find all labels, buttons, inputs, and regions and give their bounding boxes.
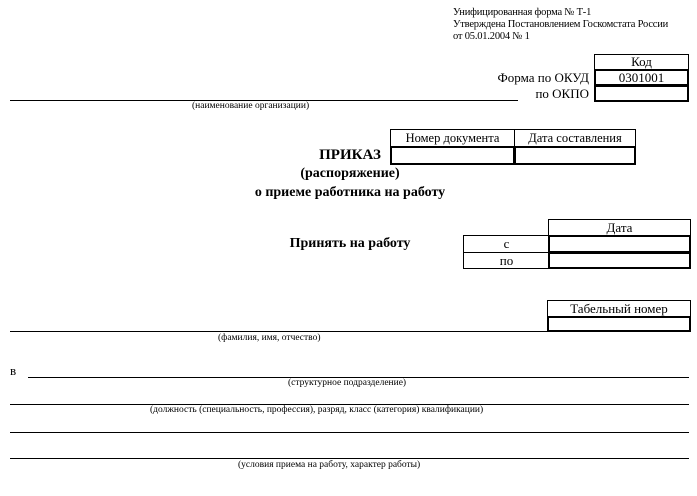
fio-line[interactable]	[10, 331, 548, 332]
doc-number-field[interactable]	[390, 146, 515, 165]
doc-date-header: Дата составления	[514, 129, 636, 147]
order-purpose: о приеме работника на работу	[254, 185, 446, 200]
hire-to-date-field[interactable]	[548, 252, 691, 269]
hire-label: Принять на работу	[289, 236, 411, 251]
position-caption: (должность (специальность, профессия), разряд, класс (категория) квалификации)	[150, 405, 484, 415]
tabel-number-field[interactable]	[547, 316, 691, 332]
order-subtitle: (распоряжение)	[300, 166, 400, 181]
form-number: Унифицированная форма № Т-1	[453, 7, 592, 18]
department-caption: (структурное подразделение)	[288, 378, 407, 388]
okud-code-field[interactable]: 0301001	[594, 69, 689, 86]
conditions-line-1[interactable]	[10, 432, 689, 433]
form-approval: Утверждена Постановлением Госкомстата России	[453, 19, 669, 30]
conditions-caption: (условия приема на работу, характер работы)	[238, 460, 421, 470]
hire-from-label: с	[463, 235, 549, 253]
okud-label: Форма по ОКУД	[497, 70, 589, 85]
fio-caption: (фамилия, имя, отчество)	[218, 333, 321, 343]
in-label: в	[10, 363, 17, 378]
order-title: ПРИКАЗ	[319, 147, 381, 163]
form-header	[453, 7, 693, 43]
doc-number-header: Номер документа	[390, 129, 515, 147]
organization-caption: (наименование организации)	[192, 101, 310, 111]
tabel-number-header: Табельный номер	[547, 300, 691, 317]
hire-to-label: по	[463, 252, 549, 269]
hire-from-date-field[interactable]	[548, 235, 691, 253]
doc-date-field[interactable]	[514, 146, 636, 165]
hire-date-header: Дата	[548, 219, 691, 236]
okpo-code-field[interactable]	[594, 85, 689, 102]
okpo-label: по ОКПО	[535, 86, 589, 101]
code-header: Код	[594, 54, 689, 70]
conditions-line-2[interactable]	[10, 458, 689, 459]
form-approval-date: от 05.01.2004 № 1	[453, 31, 530, 42]
